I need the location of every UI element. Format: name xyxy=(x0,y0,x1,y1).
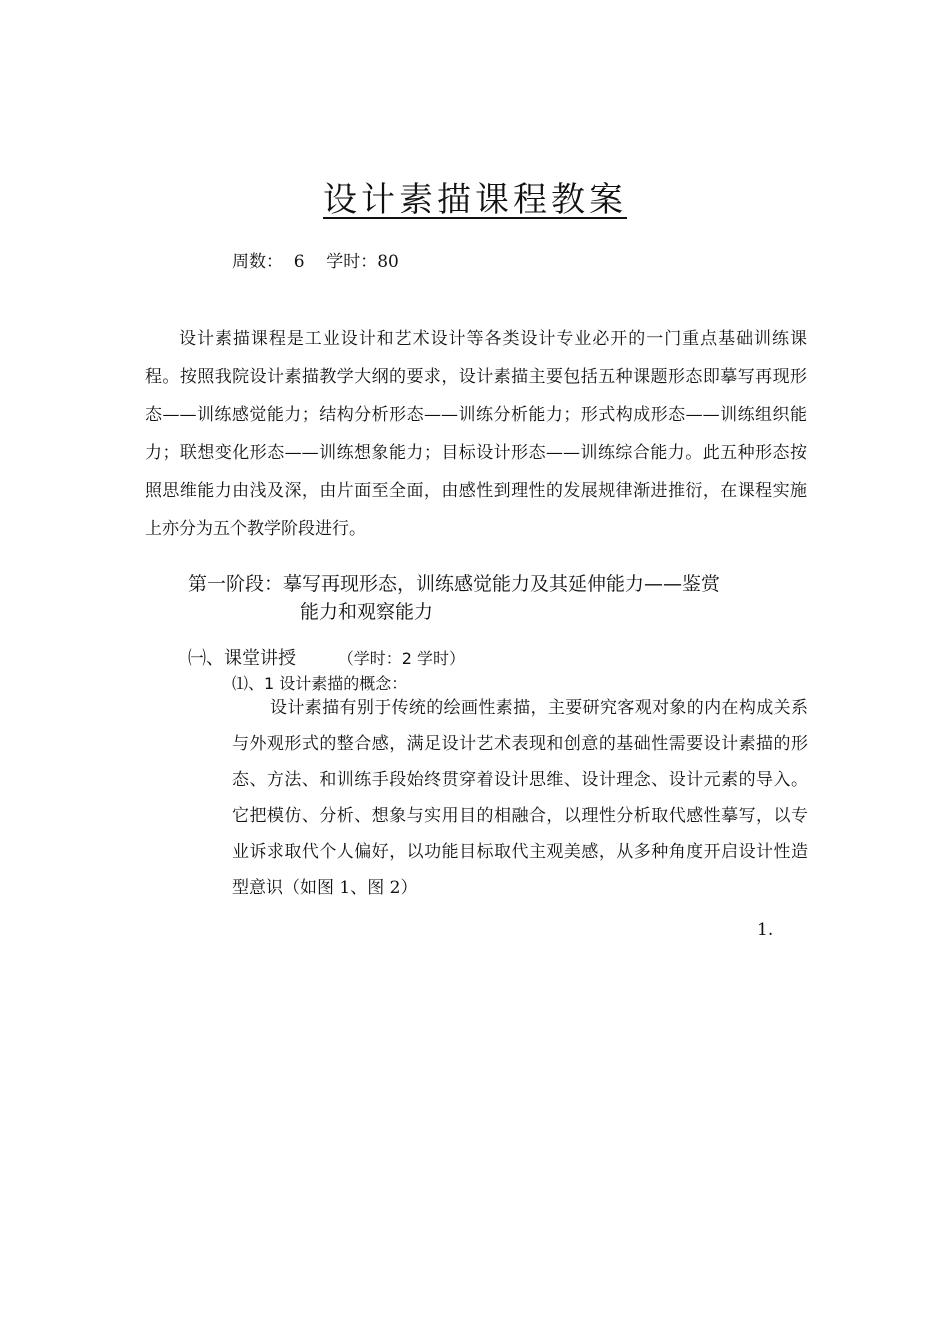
stage-heading-line1: 第一阶段：摹写再现形态，训练感觉能力及其延伸能力——鉴赏 xyxy=(188,573,721,595)
intro-paragraph: 设计素描课程是工业设计和艺术设计等各类设计专业必开的一门重点基础训练课程。按照我院设计素描教学大纲的要求，设计素描主要包括五种课题形态即摹写再现形态——训练感觉能力；结构分析形态——训练分析能力；形式构成形态——训练组织能力；联想变化形态——训练想象能力；目标设计形态——训练综合能力。此五种形态按照思维能力由浅及深，由片面至全面，由感性到理性的发展规律渐进推衍，在课程实施上亦分为五个教学阶段进行。 xyxy=(145,329,807,539)
section-hours: （学时：2 学时） xyxy=(337,649,466,668)
document-title xyxy=(0,176,950,224)
section-heading xyxy=(188,646,465,672)
body-paragraph: 设计素描有别于传统的绘画性素描，主要研究客观对象的内在构成关系与外观形式的整合感，满足设计艺术表现和创意的基础性需要设计素描的形态、方法、和训练手段始终贯穿着设计思维、设计理念、设计元素的导入。它把模仿、分析、想象与实用目的相融合，以理性分析取代感性摹写，以专业诉求取代个人偏好，以功能目标取代主观美感，从多种角度开启设计性造型意识（如图 1、图 2） xyxy=(232,698,808,898)
section-label: ㈠、课堂讲授 xyxy=(188,648,296,669)
course-meta: 周数： 6 学时：80 xyxy=(232,252,399,272)
stage-heading xyxy=(188,570,808,626)
subsection-heading: ⑴、1 设计素描的概念： xyxy=(232,674,408,693)
list-marker: 1. xyxy=(757,920,774,940)
stage-heading-line2: 能力和观察能力 xyxy=(300,601,434,623)
document-title-text: 设计素描课程教案 xyxy=(323,180,627,220)
